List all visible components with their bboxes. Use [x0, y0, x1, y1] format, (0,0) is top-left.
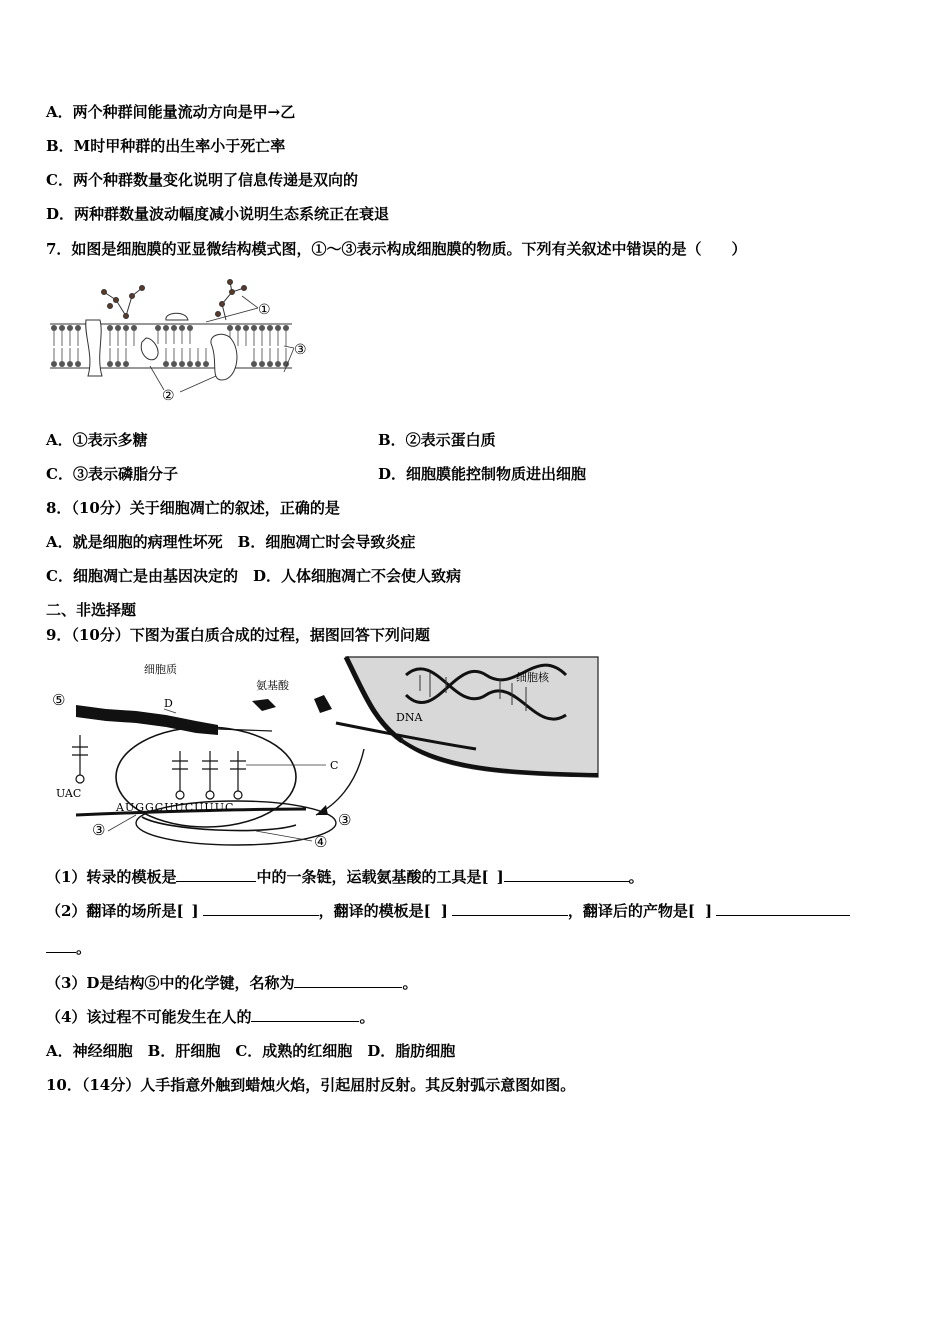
- q6-option-b: B．M时甲种群的出生率小于死亡率: [46, 137, 286, 155]
- embedded-protein: [141, 338, 158, 360]
- answer-blank[interactable]: [716, 901, 850, 916]
- label-3-left: ③: [92, 821, 106, 839]
- q10-stem: 10．（14分）人手指意外触到蜡烛火焰，引起屈肘反射。其反射弧示意图如图。: [46, 1076, 576, 1094]
- protein-synthesis-figure: [46, 655, 601, 850]
- fig7-label-3: ③: [294, 342, 307, 358]
- q9-part-3: （3）D是结构⑤中的化学键，名称为 。: [46, 974, 418, 992]
- label-3-right: ③: [338, 811, 352, 829]
- answer-blank[interactable]: [452, 901, 568, 916]
- answer-blank[interactable]: [203, 901, 319, 916]
- fig7-label-1: ①: [258, 302, 271, 318]
- label-nucleus: 细胞核: [516, 671, 549, 684]
- answer-blank[interactable]: [504, 867, 629, 882]
- q8-options-row-1: A．就是细胞的病理性坏死 B．细胞凋亡时会导致炎症: [46, 533, 416, 551]
- q6-option-a: A．两个种群间能量流动方向是甲→乙: [46, 103, 296, 121]
- section-title: 二、非选择题: [46, 601, 137, 619]
- large-protein: [211, 334, 237, 380]
- label-d: D: [164, 697, 173, 710]
- polypeptide-chain: [76, 705, 218, 735]
- free-amino-acids: [252, 695, 332, 713]
- label-4: ④: [314, 833, 328, 850]
- surface-protein: [166, 313, 188, 320]
- q9-options: A．神经细胞 B．肝细胞 C．成熟的红细胞 D．脂肪细胞: [46, 1042, 456, 1060]
- q7-option-a: A．①表示多糖: [46, 431, 148, 449]
- q9-part-4: （4）该过程不可能发生在人的 。: [46, 1008, 375, 1026]
- answer-blank[interactable]: [294, 973, 402, 988]
- label-amino-acid: 氨基酸: [256, 679, 289, 692]
- q6-option-c: C．两个种群数量变化说明了信息传递是双向的: [46, 171, 358, 189]
- q9-part-2: （2）翻译的场所是[ ] ，翻译的模板是[ ] ，翻译后的产物是[ ]: [46, 901, 850, 921]
- label-5: ⑤: [52, 691, 66, 709]
- answer-blank[interactable]: [46, 938, 76, 953]
- q7-stem: 7．如图是细胞膜的亚显微结构模式图，①～③表示构成细胞膜的物质。下列有关叙述中错误的是（ ）: [46, 240, 747, 258]
- cell-membrane-figure: [46, 276, 326, 406]
- q6-option-d: D．两种群数量波动幅度减小说明生态系统正在衰退: [46, 205, 390, 223]
- q8-stem: 8．（10分）关于细胞凋亡的叙述，正确的是: [46, 499, 340, 517]
- fig7-label-2: ②: [162, 388, 175, 404]
- q7-option-c: C．③表示磷脂分子: [46, 465, 178, 483]
- q7-option-b: B．②表示蛋白质: [378, 431, 496, 449]
- answer-blank[interactable]: [251, 1007, 359, 1022]
- q7-option-d: D．细胞膜能控制物质进出细胞: [378, 465, 587, 483]
- phospholipid-bilayer: [50, 313, 292, 380]
- q8-options-row-2: C．细胞凋亡是由基因决定的 D．人体细胞凋亡不会使人致病: [46, 567, 461, 585]
- q9-part-1: （1）转录的模板是 中的一条链，运载氨基酸的工具是[ ] 。: [46, 868, 644, 886]
- nucleus-region: [336, 657, 598, 777]
- q9-part-2-cont: 。: [46, 938, 91, 958]
- label-dna: DNA: [396, 711, 423, 724]
- label-c: C: [330, 759, 339, 772]
- label-uac: UAC: [56, 787, 82, 800]
- trna-molecules: [72, 735, 246, 799]
- label-mrna-sequence: AUGGCUUCUUUC: [116, 801, 235, 814]
- label-cytoplasm: 细胞质: [144, 663, 177, 676]
- q9-stem: 9．（10分）下图为蛋白质合成的过程，据图回答下列问题: [46, 626, 430, 644]
- answer-blank[interactable]: [176, 867, 256, 882]
